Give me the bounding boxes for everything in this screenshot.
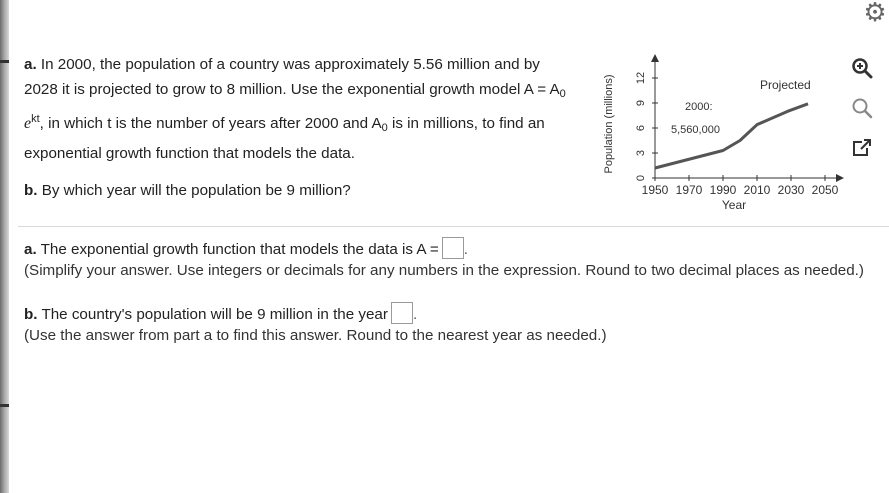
part-b-label: b. (24, 182, 38, 199)
y-tick-label: 3 (635, 149, 647, 157)
part-a-text: is in millions, to find an exponential growth function that models the data. (24, 115, 545, 162)
x-tick-label: 1990 (709, 183, 737, 197)
period: . (412, 306, 418, 323)
y-tick-label: 0 (635, 174, 647, 182)
part-b-text: By which year will the population be 9 million? (41, 182, 351, 199)
answer-a-label: a. (24, 241, 37, 258)
subscript-zero: 0 (559, 88, 566, 100)
part-a-text: , in which t is the number of years after 2000 and A (39, 115, 382, 132)
x-axis-label: Year (721, 198, 747, 212)
point-value-label: 5,560,000 (671, 124, 720, 136)
question-part-a (24, 52, 569, 166)
part-a-label: a. (24, 56, 37, 73)
projected-label: Projected (760, 78, 811, 92)
question-text (24, 52, 569, 203)
x-tick-label: 2030 (777, 183, 805, 197)
population-graph (598, 52, 848, 217)
zoom-out-icon[interactable] (850, 96, 874, 120)
edge-mark (0, 404, 9, 407)
x-tick-label: 1950 (641, 183, 669, 197)
answer-a-input[interactable] (442, 237, 464, 259)
answer-a-text: The exponential growth function that models the data is A = (40, 241, 439, 258)
section-divider (18, 226, 889, 227)
subscript-zero: 0 (381, 122, 388, 134)
euler-e: e (24, 115, 32, 132)
graph-tools (850, 56, 878, 176)
answer-a-hint: (Simplify your answer. Use integers or decimals for any numbers in the expression. Round to two decimal places as needed.) (24, 262, 864, 279)
x-axis-arrow (836, 174, 844, 182)
answer-b-input[interactable] (391, 302, 413, 324)
part-a-text: In 2000, the population of a country was approximately 5.56 million and by 2028 it is projected to grow to 8 million. Use the exponential growth model A = A (24, 56, 560, 98)
y-tick-label: 9 (635, 99, 647, 107)
y-axis-label: Population (millions) (603, 74, 615, 174)
y-tick-label: 6 (635, 124, 647, 132)
answer-section (24, 237, 874, 346)
period: . (463, 241, 468, 258)
answer-a-line (24, 237, 874, 260)
x-tick-label: 2010 (743, 183, 771, 197)
x-tick-label: 1970 (675, 183, 703, 197)
answer-b-label: b. (24, 306, 38, 323)
answer-b-text: The country's population will be 9 million in the year (41, 306, 388, 323)
zoom-in-icon[interactable] (850, 56, 874, 80)
y-tick-label: 12 (635, 71, 647, 85)
question-part-b (24, 178, 569, 203)
answer-b-line (24, 302, 874, 325)
point-year-label: 2000: (685, 101, 713, 113)
popout-icon[interactable] (850, 136, 874, 160)
answer-b-hint: (Use the answer from part a to find this answer. Round to the nearest year as needed.) (24, 327, 607, 344)
x-tick-label: 2050 (811, 183, 839, 197)
y-axis-arrow (651, 54, 659, 62)
gear-icon[interactable]: ⚙ (863, 0, 887, 27)
spacer (24, 281, 874, 302)
edge-mark (0, 60, 9, 63)
exponent-kt: kt (31, 113, 40, 125)
left-edge-strip (0, 0, 9, 493)
